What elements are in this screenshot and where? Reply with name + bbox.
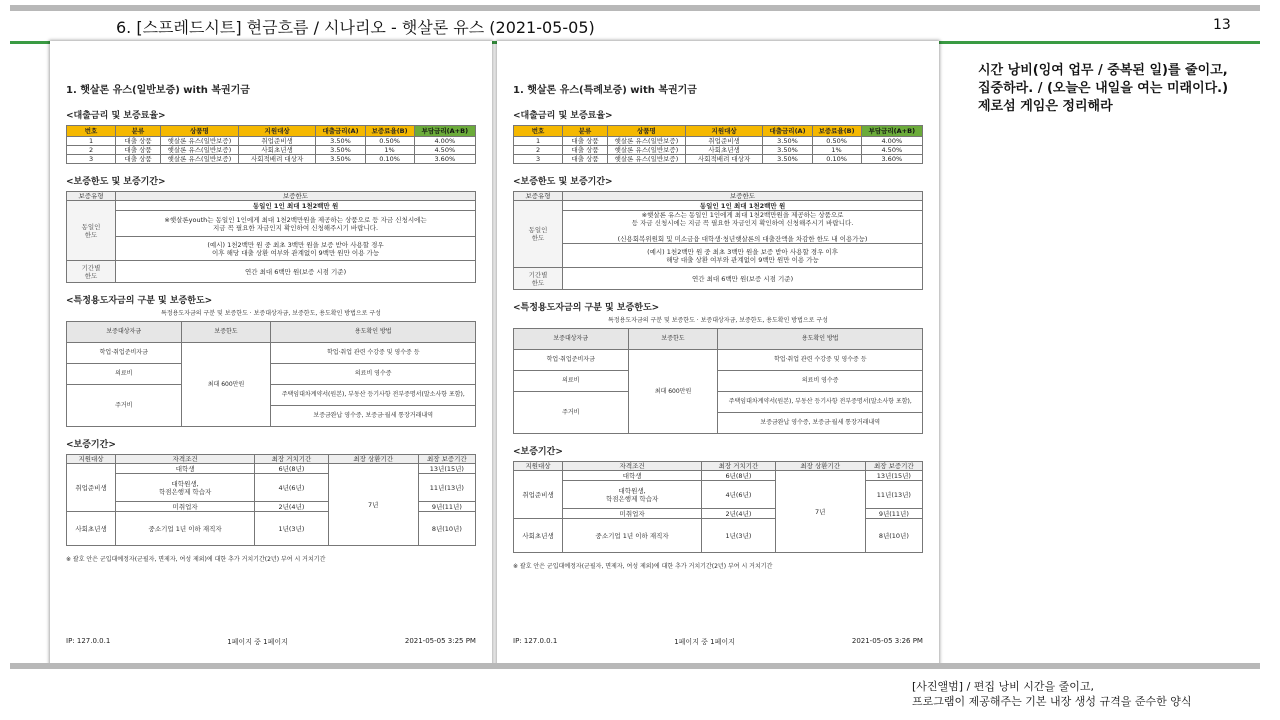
- rate-cell: 1: [514, 137, 563, 146]
- same-person-note: ※햇살론youth는 동일인 1인에게 최대 1천2백만원을 제공하는 상품으로 등 자금 신청시에는 지금 꼭 필요한 자금인지 확인하여 신청해주시기 바랍니다.: [116, 211, 476, 237]
- rate-header-cell: 보증료율(B): [365, 126, 414, 137]
- rate-cell: 대출 상품: [116, 137, 161, 146]
- footer-page: 1페이지 중 1페이지: [674, 638, 735, 646]
- rate-cell: 3: [67, 155, 116, 164]
- special-intro: 특정용도자금의 구분 및 보증한도 · 보증대상자금, 보증한도, 용도확인 방법으로 구성: [161, 310, 381, 317]
- rate-cell: 4.00%: [414, 137, 475, 146]
- rate-header-cell: 분류: [563, 126, 608, 137]
- side-note-line: 집중하라. / (오늘은 내일을 여는 미래이다.): [978, 81, 1229, 96]
- period-total: 13년(15년): [865, 471, 922, 481]
- special-header-cell: 보증한도: [628, 329, 718, 350]
- document-body: [66, 81, 476, 563]
- period-limit-value: 연간 최대 6백만 원(보증 시점 기준): [563, 268, 923, 290]
- rate-header-cell: 상품명: [608, 126, 686, 137]
- special-fund-name: 학업·취업준비자금: [514, 350, 629, 371]
- section-title-guarantee: <보증한도 및 보증기간>: [513, 177, 613, 187]
- same-person-example: (예시) 1천2백만 원 중 최초 3백만 원을 보증 받아 사용할 경우 이후 해당 대출 상환 여부와 관계없이 9백만 원만 이용 가능: [116, 237, 476, 261]
- section-title-period: <보증기간>: [66, 440, 116, 450]
- document-title: 1. 햇살론 유스(일반보증) with 복권기금: [66, 85, 250, 96]
- rate-cell: 3.50%: [316, 137, 365, 146]
- period-grace: 6년(8년): [702, 471, 776, 481]
- rate-header-cell: 지원대상: [238, 126, 316, 137]
- special-fund-method: 학업·취업 관련 수강증 및 영수증 등: [718, 350, 923, 371]
- side-note-line: 시간 낭비(잉여 업무 / 중복된 일)를 줄이고,: [978, 63, 1228, 78]
- rate-cell: 대출 상품: [116, 146, 161, 155]
- document-footer: [66, 637, 476, 647]
- rate-header-cell: 지원대상: [685, 126, 763, 137]
- rate-table: [66, 125, 476, 164]
- rate-row: [514, 137, 923, 146]
- period-grace: 4년(6년): [702, 481, 776, 509]
- period-condition: 대학원생, 학점은행제 학습자: [116, 474, 255, 502]
- period-grace: 2년(4년): [702, 509, 776, 519]
- guarantee-table: [66, 191, 476, 283]
- rate-header-cell-highlight: 부담금리(A+B): [414, 126, 475, 137]
- rate-cell: 0.50%: [365, 137, 414, 146]
- rate-cell: 2: [67, 146, 116, 155]
- same-person-limit-label: 동일인 한도: [67, 201, 116, 261]
- rate-cell: 1%: [365, 146, 414, 155]
- period-header-cell: 자격조건: [116, 455, 255, 464]
- special-header-cell: 용도확인 방법: [718, 329, 923, 350]
- special-fund-method: 의료비 영수증: [271, 364, 476, 385]
- period-target-new-worker: 사회초년생: [67, 512, 116, 546]
- period-grace: 4년(6년): [255, 474, 329, 502]
- rate-header-cell: 번호: [514, 126, 563, 137]
- period-grace: 1년(3년): [255, 512, 329, 546]
- special-fund-method: 학업·취업 관련 수강증 및 영수증 등: [271, 343, 476, 364]
- rate-header-cell: 상품명: [161, 126, 239, 137]
- document-body: [513, 81, 923, 570]
- rate-table: [513, 125, 923, 164]
- special-fund-method: 주택임대차계약서(원본), 부동산 등기사항 전부증명서(말소사항 포함),: [271, 385, 476, 406]
- rate-row: [67, 146, 476, 155]
- same-person-max: 동일인 1인 최대 1천2백만 원: [116, 201, 476, 211]
- footer-time: 2021-05-05 3:25 PM: [404, 637, 476, 645]
- special-fund-method: 의료비 영수증: [718, 371, 923, 392]
- footer-ip: IP: 127.0.0.1: [66, 637, 111, 645]
- footer-time: 2021-05-05 3:26 PM: [851, 637, 923, 645]
- special-header-cell: 보증한도: [181, 322, 271, 343]
- special-header-cell: 보증대상자금: [67, 322, 182, 343]
- period-header-cell: 지원대상: [514, 462, 563, 471]
- period-condition: 미취업자: [563, 509, 702, 519]
- rate-cell: 3: [514, 155, 563, 164]
- rate-header-cell: 대출금리(A): [763, 126, 812, 137]
- period-limit-label: 기간별 한도: [67, 261, 116, 283]
- period-repay: 7년: [328, 464, 418, 546]
- rate-cell: 3.50%: [316, 146, 365, 155]
- section-title-rate: <대출금리 및 보증료율>: [513, 111, 613, 121]
- period-total: 8년(10년): [418, 512, 475, 546]
- bottom-divider-bar: [10, 663, 1260, 669]
- slide-page-number: 13: [1213, 17, 1231, 33]
- special-fund-name: 의료비: [514, 371, 629, 392]
- guarantee-period-table: [513, 461, 923, 553]
- rate-row: [67, 155, 476, 164]
- rate-cell: 2: [514, 146, 563, 155]
- period-header-cell: 자격조건: [563, 462, 702, 471]
- special-header-cell: 용도확인 방법: [271, 322, 476, 343]
- rate-cell: 대출 상품: [116, 155, 161, 164]
- rate-cell: 4.50%: [414, 146, 475, 155]
- rate-cell: 햇살론 유스(일반보증): [161, 146, 239, 155]
- guarantee-period-table: [66, 454, 476, 546]
- rate-header-row: [514, 126, 923, 137]
- rate-row: [514, 146, 923, 155]
- rate-cell: 1: [67, 137, 116, 146]
- section-title-rate: <대출금리 및 보증료율>: [66, 111, 166, 121]
- document-page-right: [497, 41, 939, 665]
- period-header-cell: 최장 보증기간: [418, 455, 475, 464]
- period-footnote: ※ 괄호 안은 군입대예정자(군필자, 면제자, 여성 제외)에 대한 추가 거치기간(2년) 부여 시 거치기간: [66, 556, 326, 563]
- rate-cell: 대출 상품: [563, 146, 608, 155]
- top-divider-bar: [10, 5, 1260, 11]
- side-note: [978, 62, 1263, 116]
- special-fund-method: 주택임대차계약서(원본), 부동산 등기사항 전부증명서(말소사항 포함),: [718, 392, 923, 413]
- side-note-line: 제로섬 게임은 정리해라: [978, 99, 1113, 114]
- period-target-job-seeker: 취업준비생: [514, 471, 563, 519]
- rate-cell: 햇살론 유스(일반보증): [608, 137, 686, 146]
- rate-cell: 4.00%: [861, 137, 922, 146]
- special-fund-table: [513, 328, 923, 434]
- special-fund-limit: 최대 600만원: [628, 350, 718, 434]
- rate-cell: 햇살론 유스(일반보증): [161, 137, 239, 146]
- period-total: 11년(13년): [418, 474, 475, 502]
- rate-header-cell: 분류: [116, 126, 161, 137]
- rate-header-row: [67, 126, 476, 137]
- period-header-cell: 최장 보증기간: [865, 462, 922, 471]
- period-header-cell: 지원대상: [67, 455, 116, 464]
- special-fund-name: 의료비: [67, 364, 182, 385]
- period-header-cell: 최장 상환기간: [328, 455, 418, 464]
- rate-cell: 대출 상품: [563, 155, 608, 164]
- special-intro: 특정용도자금의 구분 및 보증한도 · 보증대상자금, 보증한도, 용도확인 방법으로 구성: [608, 317, 828, 324]
- period-header-cell: 최장 거치기간: [702, 462, 776, 471]
- guarantee-header-type: 보증유형: [67, 192, 116, 201]
- rate-cell: 1%: [812, 146, 861, 155]
- section-title-special: <특정용도자금의 구분 및 보증한도>: [66, 296, 213, 306]
- rate-cell: 사회적배려 대상자: [685, 155, 763, 164]
- special-fund-limit: 최대 600만원: [181, 343, 271, 427]
- rate-cell: 0.50%: [812, 137, 861, 146]
- rate-cell: 0.10%: [812, 155, 861, 164]
- document-footer: [513, 637, 923, 647]
- document-page-left: [50, 41, 492, 665]
- same-person-limit-label: 동일인 한도: [514, 201, 563, 268]
- rate-cell: 0.10%: [365, 155, 414, 164]
- period-grace: 1년(3년): [702, 519, 776, 553]
- special-fund-method: 보증금완납 영수증, 보증금·월세 통장거래내역: [271, 406, 476, 427]
- guarantee-table: [513, 191, 923, 290]
- period-target-job-seeker: 취업준비생: [67, 464, 116, 512]
- period-total: 9년(11년): [865, 509, 922, 519]
- special-fund-method: 보증금완납 영수증, 보증금·월세 통장거래내역: [718, 413, 923, 434]
- same-person-example: (예시) 1천2백만 원 중 최초 3백만 원을 보증 받아 사용할 경우 이후 해당 대출 상환 여부와 관계없이 9백만 원만 이용 가능: [563, 244, 923, 268]
- rate-cell: 사회초년생: [685, 146, 763, 155]
- footer-ip: IP: 127.0.0.1: [513, 637, 558, 645]
- rate-cell: 3.50%: [763, 155, 812, 164]
- period-condition: 중소기업 1년 이하 재직자: [563, 519, 702, 553]
- period-condition: 미취업자: [116, 502, 255, 512]
- footer-page: 1페이지 중 1페이지: [227, 638, 288, 646]
- period-footnote: ※ 괄호 안은 군입대예정자(군필자, 면제자, 여성 제외)에 대한 추가 거치기간(2년) 부여 시 거치기간: [513, 563, 773, 570]
- rate-row: [67, 137, 476, 146]
- special-fund-name: 학업·취업준비자금: [67, 343, 182, 364]
- period-total: 11년(13년): [865, 481, 922, 509]
- rate-cell: 사회적배려 대상자: [238, 155, 316, 164]
- rate-header-cell: 대출금리(A): [316, 126, 365, 137]
- period-condition: 대학생: [563, 471, 702, 481]
- same-person-note: ※햇살론 유스는 동일인 1인에게 최대 1천2백만원을 제공하는 상품으로 등 자금 신청시에는 지금 꼭 필요한 자금인지 확인하여 신청해주시기 바랍니다. (신용회복위원회 및 미소금융 대학생·청년햇살론의 대출잔액을 차감한 한도 내 이용가능): [563, 211, 923, 244]
- rate-cell: 사회초년생: [238, 146, 316, 155]
- special-header-cell: 보증대상자금: [514, 329, 629, 350]
- period-condition: 대학원생, 학점은행제 학습자: [563, 481, 702, 509]
- period-limit-value: 연간 최대 6백만 원(보증 시점 기준): [116, 261, 476, 283]
- rate-header-cell: 보증료율(B): [812, 126, 861, 137]
- section-title-guarantee: <보증한도 및 보증기간>: [66, 177, 166, 187]
- rate-cell: 4.50%: [861, 146, 922, 155]
- caption: [912, 679, 1192, 709]
- rate-row: [514, 155, 923, 164]
- rate-cell: 취업준비생: [238, 137, 316, 146]
- period-grace: 2년(4년): [255, 502, 329, 512]
- period-total: 8년(10년): [865, 519, 922, 553]
- period-condition: 중소기업 1년 이하 재직자: [116, 512, 255, 546]
- guarantee-header-type: 보증유형: [514, 192, 563, 201]
- period-limit-label: 기간별 한도: [514, 268, 563, 290]
- caption-line: [사진앨범] / 편집 낭비 시간을 줄이고,: [912, 680, 1095, 693]
- rate-cell: 햇살론 유스(일반보증): [608, 146, 686, 155]
- slide-title: 6. [스프레드시트] 현금흐름 / 시나리오 - 햇살론 유스 (2021-05-05): [116, 18, 595, 37]
- same-person-max: 동일인 1인 최대 1천2백만 원: [563, 201, 923, 211]
- period-repay: 7년: [775, 471, 865, 553]
- caption-line: 프로그램이 제공해주는 기본 내장 생성 규격을 준수한 양식: [912, 695, 1192, 708]
- special-fund-table: [66, 321, 476, 427]
- rate-header-cell-highlight: 부담금리(A+B): [861, 126, 922, 137]
- rate-cell: 햇살론 유스(일반보증): [608, 155, 686, 164]
- period-header-cell: 최장 거치기간: [255, 455, 329, 464]
- rate-cell: 대출 상품: [563, 137, 608, 146]
- document-title: 1. 햇살론 유스(특례보증) with 복권기금: [513, 85, 697, 96]
- special-fund-name: 주거비: [514, 392, 629, 434]
- rate-cell: 취업준비생: [685, 137, 763, 146]
- section-title-period: <보증기간>: [513, 447, 563, 457]
- rate-cell: 3.50%: [316, 155, 365, 164]
- special-fund-name: 주거비: [67, 385, 182, 427]
- period-total: 13년(15년): [418, 464, 475, 474]
- rate-cell: 3.60%: [414, 155, 475, 164]
- guarantee-header-limit: 보증한도: [563, 192, 923, 201]
- rate-header-cell: 번호: [67, 126, 116, 137]
- rate-cell: 3.60%: [861, 155, 922, 164]
- section-title-special: <특정용도자금의 구분 및 보증한도>: [513, 303, 660, 313]
- period-total: 9년(11년): [418, 502, 475, 512]
- period-target-new-worker: 사회초년생: [514, 519, 563, 553]
- rate-cell: 햇살론 유스(일반보증): [161, 155, 239, 164]
- guarantee-header-limit: 보증한도: [116, 192, 476, 201]
- period-header-cell: 최장 상환기간: [775, 462, 865, 471]
- period-condition: 대학생: [116, 464, 255, 474]
- period-grace: 6년(8년): [255, 464, 329, 474]
- rate-cell: 3.50%: [763, 137, 812, 146]
- rate-cell: 3.50%: [763, 146, 812, 155]
